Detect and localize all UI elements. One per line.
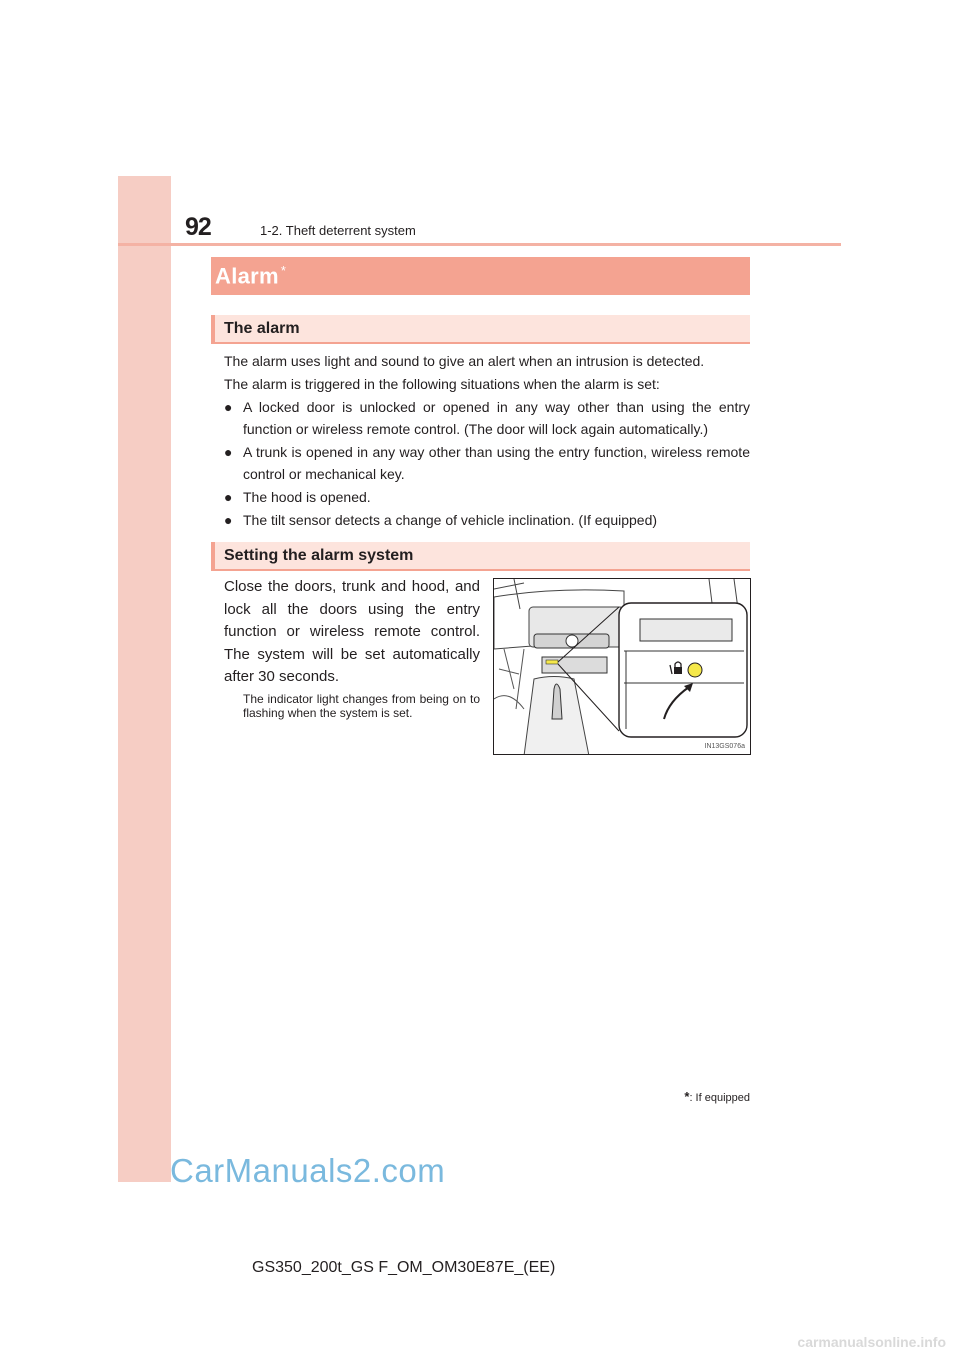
subheading-text: The alarm [224, 320, 300, 337]
header-rule [118, 243, 841, 246]
intro-paragraph-1: The alarm uses light and sound to give an alert when an intrusion is detected. [224, 353, 705, 369]
site-watermark: carmanualsonline.info [797, 1334, 946, 1350]
bullet-text: A trunk is opened in any way other than using the entry function, wireless remote control or mechanical key. [243, 444, 750, 482]
footnote-text: : If equipped [689, 1092, 750, 1104]
bullet-item [224, 509, 750, 531]
bullet-item [224, 396, 750, 440]
bullet-dot-icon: ● [224, 489, 233, 505]
bullet-item [224, 486, 750, 508]
subheading-text: Setting the alarm system [224, 547, 414, 564]
bullet-dot-icon: ● [224, 444, 233, 460]
title-bar [211, 257, 750, 295]
footnote [640, 1089, 750, 1104]
bullet-text: The hood is opened. [243, 489, 371, 505]
page-number: 92 [185, 213, 211, 241]
section-header: 1-2. Theft deterrent system [260, 223, 416, 238]
bullet-item [224, 441, 750, 485]
title-asterisk: * [280, 263, 287, 278]
side-band [118, 176, 171, 1182]
footnote-asterisk: * [684, 1089, 690, 1104]
bullet-text: A locked door is unlocked or opened in any way other than using the entry function or wireless remote control. (The door will lock again automatically.) [243, 399, 750, 437]
page-title: Alarm * [215, 263, 287, 289]
model-code: GS350_200t_GS F_OM_OM30E87E_(EE) [252, 1259, 556, 1276]
subheading-the-alarm [211, 315, 750, 344]
figure-id: IN13GS076a [704, 743, 745, 750]
bullet-dot-icon: ● [224, 512, 233, 528]
setting-instructions: Close the doors, trunk and hood, and lock all the doors using the entry function or wireless remote control. The system will be set automatically after 30 seconds. [224, 578, 480, 685]
intro-paragraph-2: The alarm is triggered in the following situations when the alarm is set: [224, 376, 660, 392]
subheading-setting-alarm [211, 542, 750, 571]
watermark: CarManuals2.com [170, 1152, 446, 1189]
dashboard-drawing [494, 579, 751, 755]
bullet-dot-icon: ● [224, 399, 233, 415]
bullet-text: The tilt sensor detects a change of vehicle inclination. (If equipped) [243, 512, 658, 528]
dashboard-illustration [493, 578, 751, 755]
indicator-note: The indicator light changes from being on to flashing when the system is set. [243, 692, 480, 720]
